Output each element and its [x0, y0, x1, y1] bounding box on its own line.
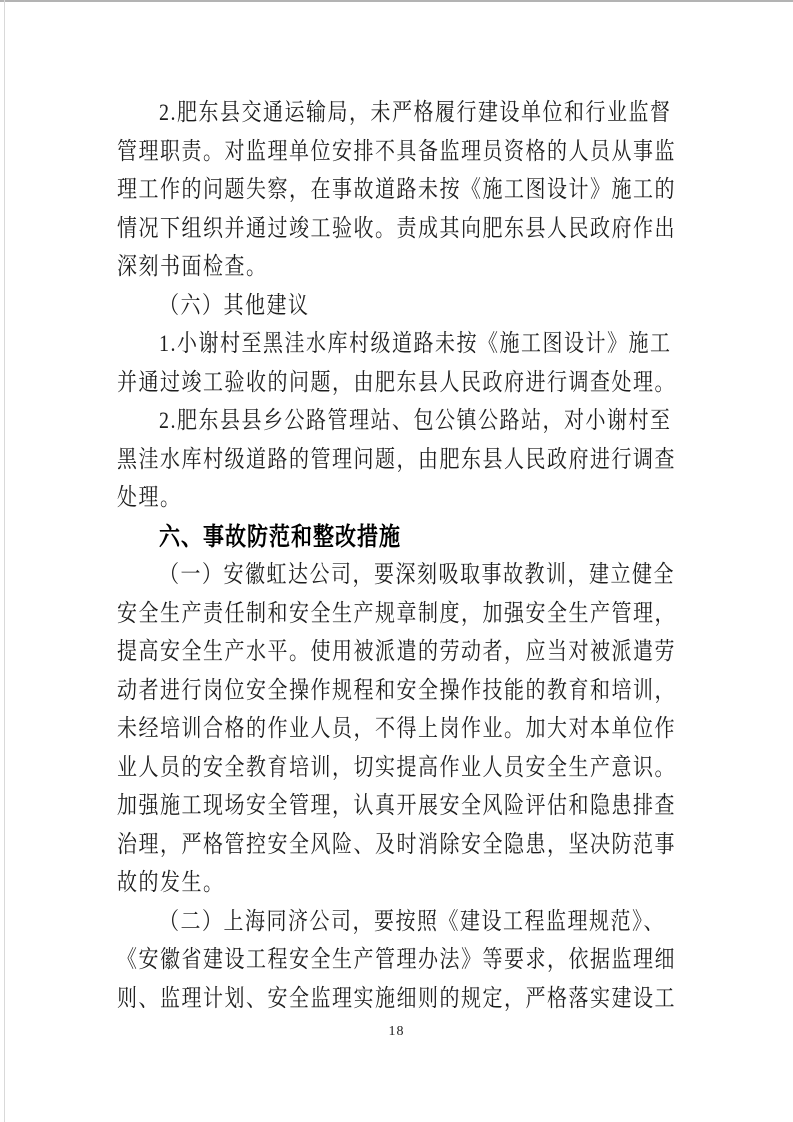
text-line: 故的发生。: [117, 869, 225, 896]
text-line: 并通过竣工验收的问题，由肥东县人民政府进行调查处理。: [117, 369, 676, 396]
subsection-heading: （六）其他建议: [159, 292, 310, 319]
text-line: 管理职责。对监理单位安排不具备监理员资格的人员从事监: [117, 138, 676, 165]
text-line: 黑洼水库村级道路的管理问题，由肥东县人民政府进行调查: [117, 446, 676, 473]
text-line: 治理，严格管控安全风险、及时消除安全隐患，坚决防范事: [117, 831, 676, 858]
text-line: 动者进行岗位安全操作规程和安全操作技能的教育和培训，: [117, 677, 676, 704]
text-line: 加强施工现场安全管理，认真开展安全风险评估和隐患排查: [117, 792, 676, 819]
text-block: [117, 94, 679, 1018]
text-line: 业人员的安全教育培训，切实提高作业人员安全生产意识。: [117, 754, 676, 781]
text-line: 情况下组织并通过竣工验收。责成其向肥东县人民政府作出: [117, 215, 676, 242]
text-line: 理工作的问题失察，在事故道路未按《施工图设计》施工的: [117, 176, 676, 203]
text-line: （一）安徽虹达公司，要深刻吸取事故教训，建立健全: [159, 561, 675, 588]
text-line: 处理。: [117, 484, 182, 511]
text-line: 《安徽省建设工程安全生产管理办法》等要求，依据监理细: [117, 946, 676, 973]
text-line: 安全生产责任制和安全生产规章制度，加强安全生产管理，: [117, 600, 676, 627]
scan-left-edge-line: [4, 0, 5, 1122]
text-line: （二）上海同济公司，要按照《建设工程监理规范》、: [159, 908, 665, 935]
text-line: 提高安全生产水平。使用被派遣的劳动者，应当对被派遣劳: [117, 638, 676, 665]
text-line: 未经培训合格的作业人员，不得上岗作业。加大对本单位作: [117, 715, 676, 742]
section-heading: 六、事故防范和整改措施: [159, 522, 401, 551]
text-line: 2.肥东县交通运输局，未严格履行建设单位和行业监督: [159, 99, 672, 126]
page-number: 18: [388, 1024, 405, 1039]
text-line: 2.肥东县县乡公路管理站、包公镇公路站，对小谢村至: [159, 407, 672, 434]
text-line: 深刻书面检查。: [117, 253, 268, 280]
text-line: 1.小谢村至黑洼水库村级道路未按《施工图设计》施工: [159, 330, 672, 357]
scan-top-edge-line: [0, 0, 793, 2]
text-line: 则、监理计划、安全监理实施细则的规定，严格落实建设工: [117, 985, 676, 1012]
